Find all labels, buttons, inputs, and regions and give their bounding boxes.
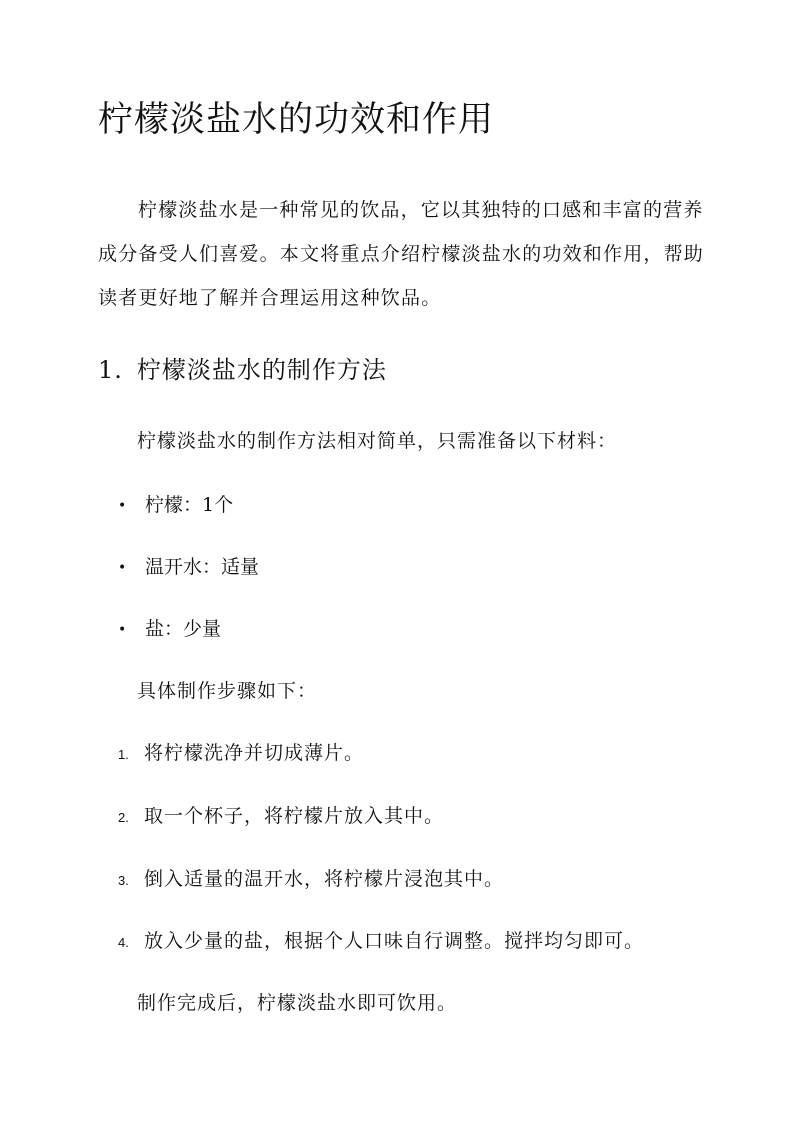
section-number: 1. (98, 356, 123, 384)
steps-lead: 具体制作步骤如下： (137, 680, 318, 702)
bullet-icon: • (118, 560, 127, 576)
step-item (118, 801, 444, 833)
closing-paragraph: 制作完成后，柠檬淡盐水即可饮用。 (137, 992, 458, 1014)
list-item-text: 温开水：适量 (145, 556, 260, 578)
page-title: 柠檬淡盐水的功效和作用 (98, 100, 495, 140)
bullet-icon: • (118, 622, 127, 638)
step-item (118, 926, 644, 958)
step-item (118, 864, 504, 896)
list-item (118, 490, 233, 521)
bullet-icon: • (118, 498, 127, 514)
step-text: 放入少量的盐，根据个人口味自行调整。搅拌均匀即可。 (144, 930, 645, 952)
step-number: 4. (118, 935, 129, 950)
list-item (118, 614, 221, 645)
step-text: 取一个杯子，将柠檬片放入其中。 (144, 805, 445, 827)
section-heading (98, 350, 387, 390)
list-item-text: 盐：少量 (145, 618, 222, 640)
materials-lead: 柠檬淡盐水的制作方法相对简单，只需准备以下材料： (137, 430, 618, 452)
step-text: 倒入适量的温开水，将柠檬片浸泡其中。 (144, 868, 505, 890)
section-title: 柠檬淡盐水的制作方法 (136, 356, 387, 384)
step-number: 2. (118, 810, 129, 825)
step-item (118, 738, 364, 770)
intro-paragraph: 柠檬淡盐水是一种常见的饮品，它以其独特的口感和丰富的营养成分备受人们喜爱。本文将重点介绍柠檬淡盐水的功效和作用，帮助读者更好地了解并合理运用这种饮品。 (98, 199, 705, 309)
list-item-text: 柠檬：1个 (145, 494, 234, 516)
step-number: 3. (118, 873, 129, 888)
step-text: 将柠檬洗净并切成薄片。 (144, 742, 365, 764)
list-item (118, 552, 259, 583)
step-number: 1. (118, 747, 129, 762)
